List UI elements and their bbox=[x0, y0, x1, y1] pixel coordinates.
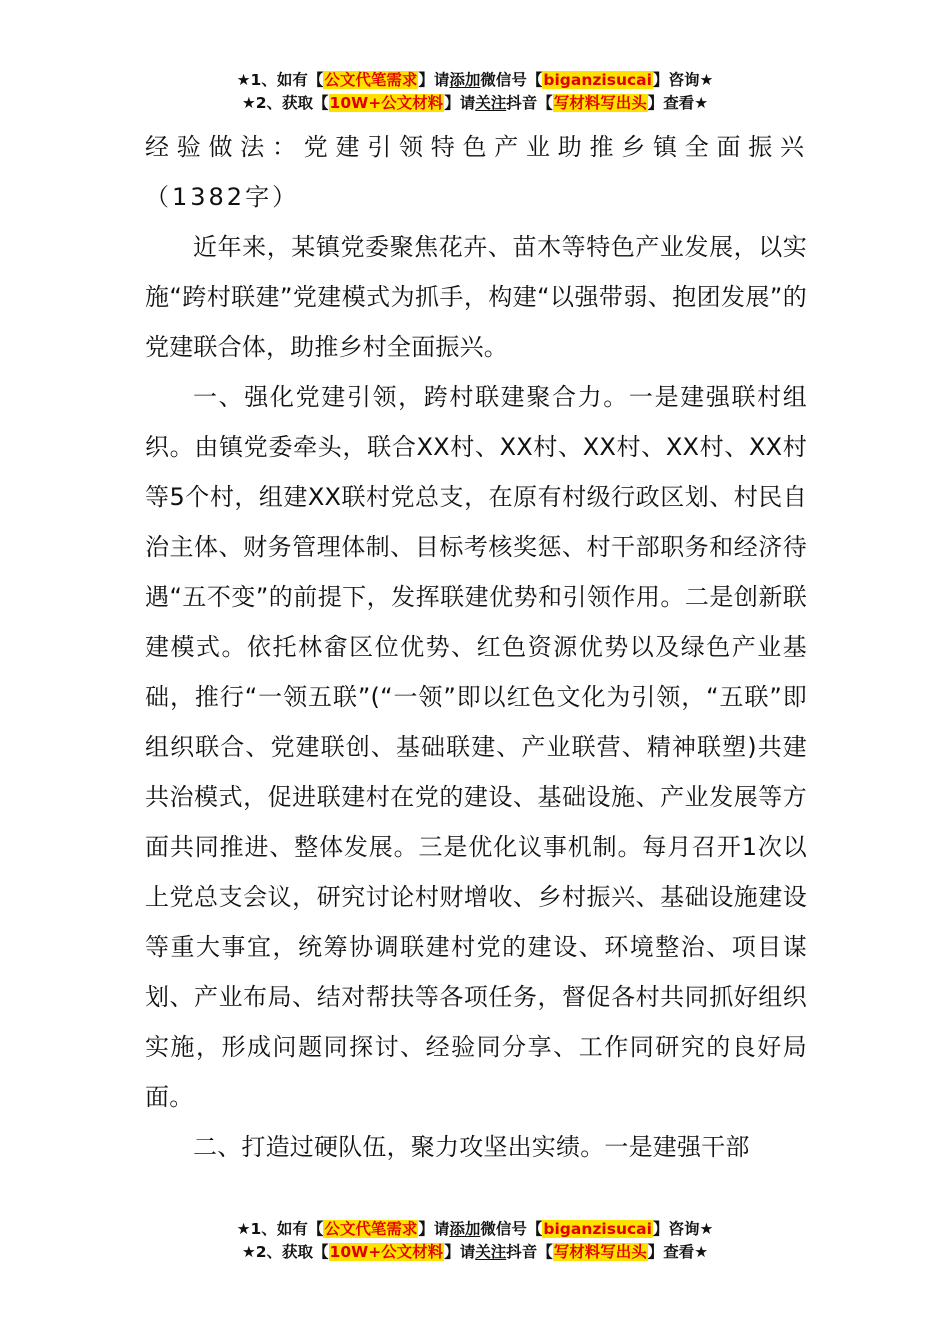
promo-highlight: 10W+公文材料 bbox=[329, 94, 444, 112]
promo-text: ★1、如有【 bbox=[236, 1220, 324, 1238]
promo-wechat-id: biganzisucai bbox=[543, 1220, 652, 1238]
promo-underlined: 关注 bbox=[475, 94, 507, 112]
promo-line-2 bbox=[0, 92, 950, 115]
promo-text: 】请 bbox=[444, 1243, 476, 1261]
promo-underlined: 关注 bbox=[475, 1243, 507, 1261]
promo-highlight: 公文代笔需求 bbox=[324, 1220, 418, 1238]
promo-line-1 bbox=[0, 69, 950, 92]
promo-highlight: 10W+公文材料 bbox=[329, 1243, 444, 1261]
promo-text: 】查看★ bbox=[647, 94, 709, 112]
paragraph-section-1: 一、强化党建引领，跨村联建聚合力。一是建强联村组织。由镇党委牵头，联合XX村、XX村、XX村、XX村、XX村等5个村，组建XX联村党总支，在原有村级行政区划、村民自治主体、财务管理体制、目标考核奖惩、村干部职务和经济待遇“五不变”的前提下，发挥联建优势和引领作用。二是创新联建模式。依托林畲区位优势、红色资源优势以及绿色产业基础，推行“一领五联”(“一领”即以红色文化为引领，“五联”即组织联合、党建联创、基础联建、产业联营、精神联塑)共建共治模式，促进联建村在党的建设、基础设施、产业发展等方面共同推进、整体发展。三是优化议事机制。每月召开1次以上党总支会议，研究讨论村财增收、乡村振兴、基础设施建设等重大事宜，统筹协调联建村党的建设、环境整治、项目谋划、产业布局、结对帮扶等各项任务，督促各村共同抓好组织实施，形成问题同探讨、经验同分享、工作同研究的良好局面。 bbox=[145, 383, 807, 1111]
promo-douyin-account: 写材料写出头 bbox=[553, 94, 647, 112]
promo-underlined: 添加 bbox=[449, 1220, 481, 1238]
paragraph-section-2: 二、打造过硬队伍，聚力攻坚出实绩。一是建强干部 bbox=[193, 1133, 750, 1161]
promo-douyin-account: 写材料写出头 bbox=[553, 1243, 647, 1261]
promo-highlight: 公文代笔需求 bbox=[324, 71, 418, 89]
promo-line-2 bbox=[0, 1241, 950, 1264]
promo-text: 】请 bbox=[418, 1220, 450, 1238]
promo-line-1 bbox=[0, 1218, 950, 1241]
promo-wechat-id: biganzisucai bbox=[543, 71, 652, 89]
document-title: 经验做法：党建引领特色产业助推乡镇全面振兴（1382字） bbox=[145, 133, 807, 211]
promo-text: 微信号【 bbox=[480, 1220, 543, 1238]
promo-text: ★1、如有【 bbox=[236, 71, 324, 89]
promo-text: ★2、获取【 bbox=[241, 94, 329, 112]
top-promo-banner bbox=[0, 69, 950, 115]
promo-text: 抖音【 bbox=[506, 1243, 553, 1261]
paragraph-intro: 近年来，某镇党委聚焦花卉、苗木等特色产业发展，以实施“跨村联建”党建模式为抓手，构建“以强带弱、抱团发展”的党建联合体，助推乡村全面振兴。 bbox=[145, 233, 807, 361]
promo-text: 抖音【 bbox=[506, 94, 553, 112]
promo-text: 】请 bbox=[418, 71, 450, 89]
promo-text: 】请 bbox=[444, 94, 476, 112]
promo-text: 】咨询★ bbox=[652, 1220, 714, 1238]
bottom-promo-banner bbox=[0, 1218, 950, 1264]
document-body bbox=[145, 122, 807, 1172]
promo-text: ★2、获取【 bbox=[241, 1243, 329, 1261]
promo-underlined: 添加 bbox=[449, 71, 481, 89]
promo-text: 微信号【 bbox=[480, 71, 543, 89]
promo-text: 】咨询★ bbox=[652, 71, 714, 89]
promo-text: 】查看★ bbox=[647, 1243, 709, 1261]
